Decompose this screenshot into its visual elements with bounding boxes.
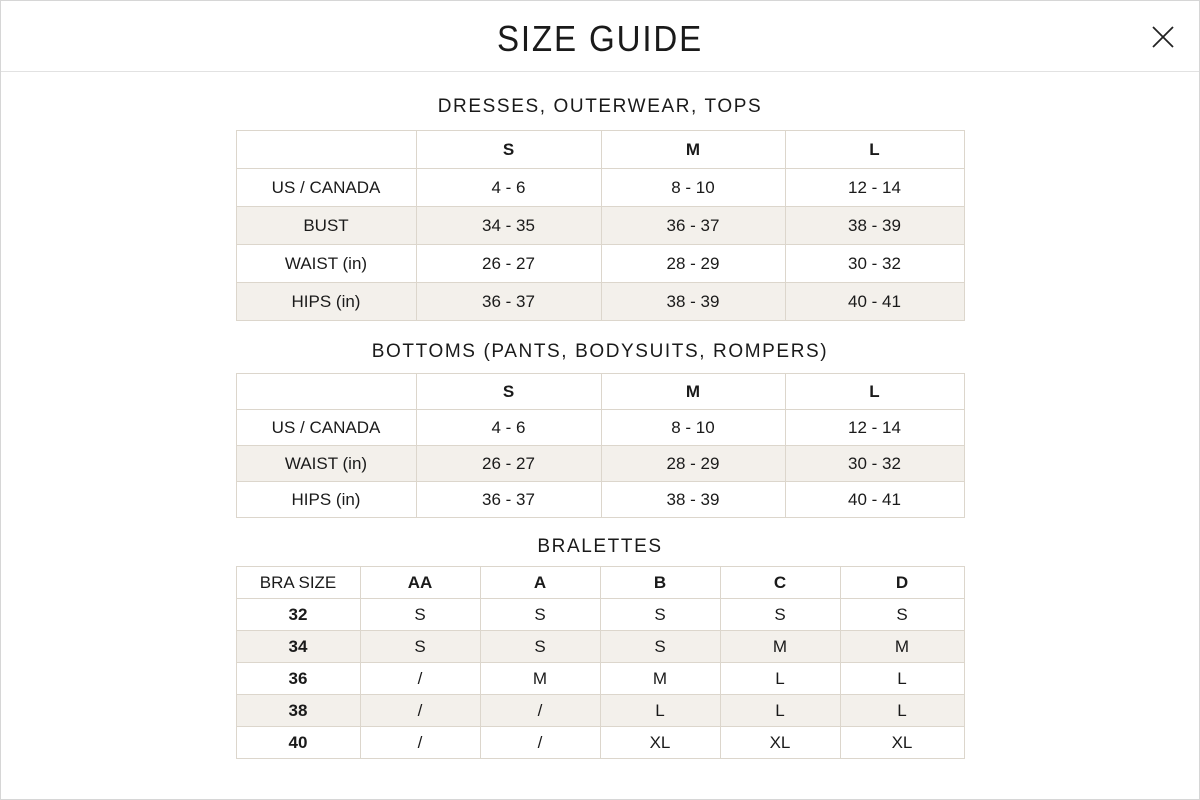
header-cell: A	[480, 567, 600, 599]
table-cell: L	[720, 695, 840, 727]
table-cell: S	[480, 599, 600, 631]
table-row	[236, 631, 964, 663]
header-cell: AA	[360, 567, 480, 599]
table-row	[236, 727, 964, 759]
header-cell: D	[840, 567, 964, 599]
row-label: 34	[236, 631, 360, 663]
size-table-bottoms	[236, 373, 965, 518]
table-cell: M	[480, 663, 600, 695]
table-cell: 12 - 14	[785, 410, 964, 446]
table-cell: XL	[720, 727, 840, 759]
table-cell: 28 - 29	[601, 245, 785, 283]
table-header-row	[236, 374, 964, 410]
header-cell: B	[600, 567, 720, 599]
table-cell: 8 - 10	[601, 169, 785, 207]
modal-header	[1, 1, 1199, 72]
row-label: BUST	[236, 207, 416, 245]
table-cell: L	[840, 663, 964, 695]
table-cell: 38 - 39	[601, 283, 785, 321]
row-label: US / CANADA	[236, 410, 416, 446]
table-cell: M	[840, 631, 964, 663]
header-cell: BRA SIZE	[236, 567, 360, 599]
table-cell: 36 - 37	[416, 283, 601, 321]
header-cell	[236, 131, 416, 169]
table-cell: 8 - 10	[601, 410, 785, 446]
table-cell: /	[480, 695, 600, 727]
table-cell: 36 - 37	[601, 207, 785, 245]
header-cell	[236, 374, 416, 410]
row-label: HIPS (in)	[236, 482, 416, 518]
table-cell: 12 - 14	[785, 169, 964, 207]
row-label: WAIST (in)	[236, 245, 416, 283]
table-header-row	[236, 131, 964, 169]
table-cell: /	[360, 727, 480, 759]
row-label: 32	[236, 599, 360, 631]
size-table-bralettes	[236, 566, 965, 759]
row-label: US / CANADA	[236, 169, 416, 207]
table-row	[236, 410, 964, 446]
header-cell: M	[601, 374, 785, 410]
table-cell: /	[360, 663, 480, 695]
table-row	[236, 695, 964, 727]
row-label: HIPS (in)	[236, 283, 416, 321]
close-icon	[1152, 26, 1174, 48]
table-header-row	[236, 567, 964, 599]
row-label: 38	[236, 695, 360, 727]
table-cell: S	[600, 599, 720, 631]
table-cell: 36 - 37	[416, 482, 601, 518]
table-cell: S	[840, 599, 964, 631]
table-row	[236, 482, 964, 518]
table-cell: 30 - 32	[785, 446, 964, 482]
table-cell: 26 - 27	[416, 446, 601, 482]
table-row	[236, 169, 964, 207]
table-cell: S	[360, 631, 480, 663]
close-button[interactable]	[1151, 25, 1175, 49]
table-cell: 40 - 41	[785, 283, 964, 321]
header-cell: C	[720, 567, 840, 599]
table-cell: 38 - 39	[785, 207, 964, 245]
table-cell: 26 - 27	[416, 245, 601, 283]
table-cell: S	[720, 599, 840, 631]
row-label: WAIST (in)	[236, 446, 416, 482]
header-cell: L	[785, 131, 964, 169]
table-cell: XL	[840, 727, 964, 759]
row-label: 40	[236, 727, 360, 759]
table-cell: L	[720, 663, 840, 695]
table-row	[236, 599, 964, 631]
table-row	[236, 446, 964, 482]
table-row	[236, 245, 964, 283]
table-cell: S	[600, 631, 720, 663]
table-cell: /	[360, 695, 480, 727]
table-cell: 4 - 6	[416, 410, 601, 446]
table-cell: 38 - 39	[601, 482, 785, 518]
table-row	[236, 283, 964, 321]
table-row	[236, 207, 964, 245]
table-cell: M	[720, 631, 840, 663]
header-cell: L	[785, 374, 964, 410]
header-cell: S	[416, 374, 601, 410]
table-cell: 4 - 6	[416, 169, 601, 207]
table-cell: L	[600, 695, 720, 727]
row-label: 36	[236, 663, 360, 695]
section-title-bralettes: BRALETTES	[537, 536, 663, 557]
table-cell: L	[840, 695, 964, 727]
table-cell: XL	[600, 727, 720, 759]
section-title-bottoms: BOTTOMS (PANTS, BODYSUITS, ROMPERS)	[371, 341, 829, 362]
table-cell: 40 - 41	[785, 482, 964, 518]
table-cell: /	[480, 727, 600, 759]
page-title: SIZE GUIDE	[496, 18, 704, 59]
section-title-dresses: DRESSES, OUTERWEAR, TOPS	[437, 96, 763, 117]
table-cell: 34 - 35	[416, 207, 601, 245]
table-row	[236, 663, 964, 695]
table-cell: S	[480, 631, 600, 663]
header-cell: S	[416, 131, 601, 169]
table-cell: 30 - 32	[785, 245, 964, 283]
table-cell: M	[600, 663, 720, 695]
header-cell: M	[601, 131, 785, 169]
size-table-dresses	[236, 130, 965, 321]
table-cell: S	[360, 599, 480, 631]
table-cell: 28 - 29	[601, 446, 785, 482]
